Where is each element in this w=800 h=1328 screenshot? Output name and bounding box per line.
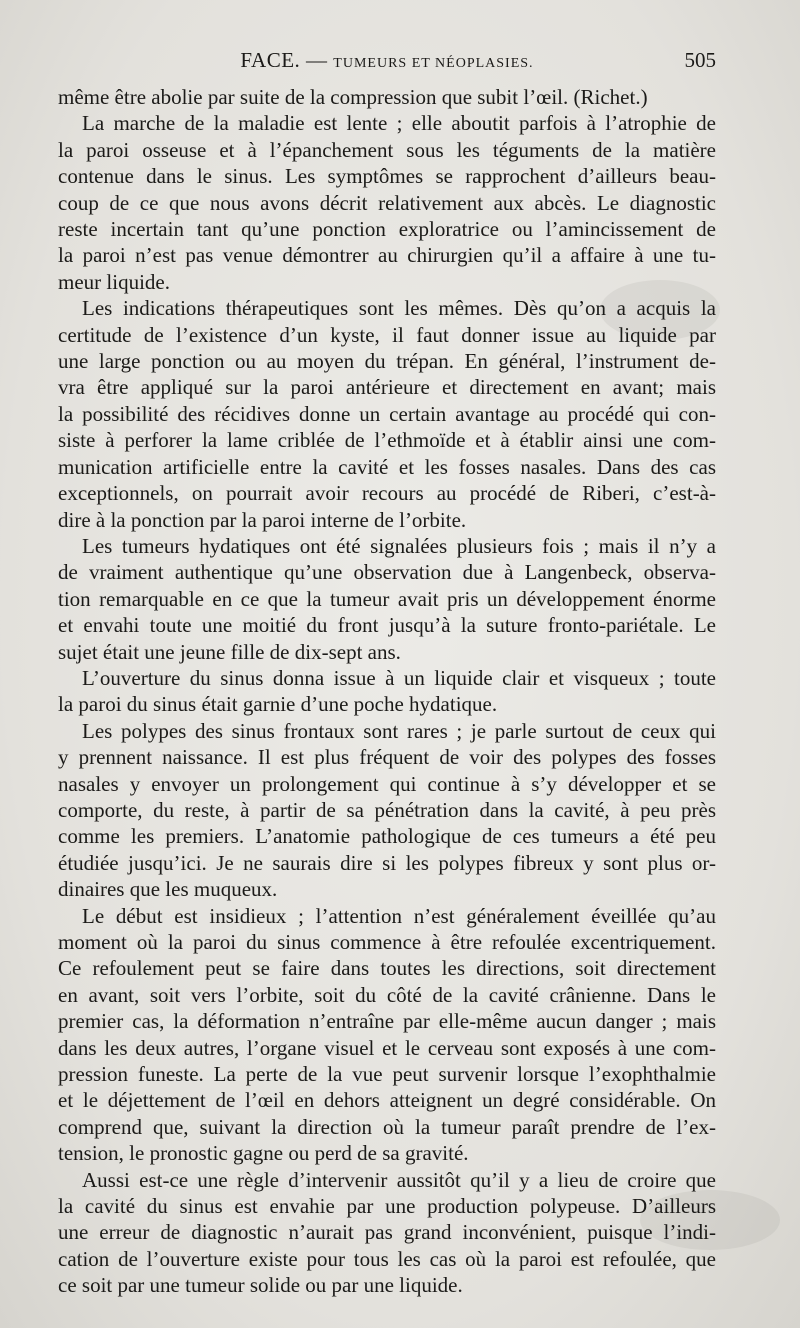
text-line: comprend que, suivant la direction où la tumeur paraît prendre de l’ex- — [58, 1114, 716, 1139]
text-line: coup de ce que nous avons décrit relativement aux abcès. Le diagnostic — [58, 190, 716, 215]
text-line: siste à perforer la lame criblée de l’ethmoïde et à établir ainsi une com- — [58, 428, 716, 453]
text-line: dans les deux autres, l’organe visuel et le cerveau sont exposés à une com- — [58, 1035, 716, 1060]
text-line: dire à la ponction par la paroi interne de l’orbite. — [58, 507, 467, 532]
paragraph — [58, 665, 716, 718]
page-number: 505 — [684, 48, 716, 72]
text-line: y prennent naissance. Il est plus fréquent de voir des polypes des fosses — [58, 745, 716, 770]
text-line: contenue dans le sinus. Les symptômes se rapprochent d’ailleurs beau- — [58, 164, 716, 189]
text-line: nasales y envoyer un prolongement qui continue à s’y développer et se — [58, 771, 716, 796]
text-line: comporte, du reste, à partir de sa pénétration dans la cavité, à peu près — [58, 797, 716, 822]
text-line: premier cas, la déformation n’entraîne par elle-même aucun danger ; mais — [58, 1009, 716, 1034]
text-line: et envahi toute une moitié du front jusqu’à la suture fronto-pariétale. Le — [58, 613, 716, 638]
text-line: reste incertain tant qu’une ponction exploratrice ou l’amincissement de — [58, 217, 716, 242]
running-title-main: FACE. — — [240, 48, 334, 72]
text-line: moment où la paroi du sinus commence à être refoulée excentriquement. — [58, 930, 716, 954]
text-line: la paroi osseuse et à l’épanchement sous les téguments de la matière — [58, 137, 716, 162]
text-line: même être abolie par suite de la compression que subit l’œil. (Richet.) — [58, 85, 648, 109]
text-line: la paroi du sinus était garnie d’une poche hydatique. — [58, 692, 498, 717]
paragraph — [58, 295, 716, 533]
text-line: de vraiment authentique qu’une observation due à Langenbeck, observa- — [58, 560, 716, 585]
text-line: la paroi n’est pas venue démontrer au chirurgien qu’il a affaire à une tu- — [58, 243, 716, 268]
text-line: Les indications thérapeutiques sont les mêmes. Dès qu’on a acquis la — [82, 296, 716, 321]
running-title-sub: TUMEURS ET NÉOPLASIES. — [333, 56, 534, 71]
text-line: pression funeste. La perte de la vue peut survenir lorsque l’exophthalmie — [58, 1062, 716, 1087]
text-line: la possibilité des récidives donne un certain avantage au procédé qui con- — [58, 401, 716, 426]
text-line: la cavité du sinus est envahie par une production polypeuse. D’ailleurs — [58, 1194, 716, 1219]
text-line: cation de l’ouverture existe pour tous les cas où la paroi est refoulée, que — [58, 1246, 716, 1271]
body-text — [58, 84, 716, 1299]
text-line: étudiée jusqu’ici. Je ne saurais dire si les polypes fibreux y sont plus or- — [58, 850, 716, 875]
text-line: Les polypes des sinus frontaux sont rares ; je parle surtout de ceux qui — [82, 718, 716, 743]
text-line: dinaires que les muqueux. — [58, 877, 278, 902]
text-line: Aussi est-ce une règle d’intervenir aussitôt qu’il y a lieu de croire que — [82, 1167, 716, 1192]
text-line: meur liquide. — [58, 269, 170, 294]
text-line: et le déjettement de l’œil en dehors atteignent un degré considérable. On — [58, 1088, 716, 1113]
paragraph — [58, 903, 716, 1167]
text-line: sujet était une jeune fille de dix-sept ans. — [58, 639, 401, 664]
text-line: certitude de l’existence d’un kyste, il faut donner issue au liquide par — [58, 322, 716, 347]
text-line: comme les premiers. L’anatomie pathologique de ces tumeurs a été peu — [58, 824, 716, 849]
paragraph — [58, 533, 716, 665]
text-line: Ce refoulement peut se faire dans toutes les directions, soit directement — [58, 956, 716, 981]
paragraph — [58, 84, 716, 110]
text-line: en avant, soit vers l’orbite, soit du côté de la cavité crânienne. Dans le — [58, 982, 716, 1007]
paragraph — [58, 718, 716, 903]
text-line: L’ouverture du sinus donna issue à un liquide clair et visqueux ; toute — [82, 665, 716, 690]
text-line: tion remarquable en ce que la tumeur avait pris un développement énorme — [58, 586, 716, 611]
text-line: Le début est insidieux ; l’attention n’est généralement éveillée qu’au — [82, 903, 716, 928]
paragraph — [58, 110, 716, 295]
running-header — [58, 48, 716, 74]
text-line: une large ponction ou au moyen du trépan. En général, l’instrument de- — [58, 349, 716, 374]
paragraph — [58, 1167, 716, 1299]
text-line: vra être appliqué sur la paroi antérieure et directement en avant; mais — [58, 375, 716, 400]
text-line: une erreur de diagnostic n’aurait pas grand inconvénient, puisque l’indi- — [58, 1220, 716, 1245]
text-line: Les tumeurs hydatiques ont été signalées plusieurs fois ; mais il n’y a — [82, 533, 716, 558]
text-line: tension, le pronostic gagne ou perd de sa gravité. — [58, 1141, 469, 1166]
text-line: munication artificielle entre la cavité et les fosses nasales. Dans des cas — [58, 454, 716, 479]
running-title — [58, 48, 716, 73]
text-line: ce soit par une tumeur solide ou par une liquide. — [58, 1273, 463, 1298]
text-line: La marche de la maladie est lente ; elle aboutit parfois à l’atrophie de — [82, 111, 716, 136]
text-line: exceptionnels, on pourrait avoir recours au procédé de Riberi, c’est-à- — [58, 481, 716, 506]
